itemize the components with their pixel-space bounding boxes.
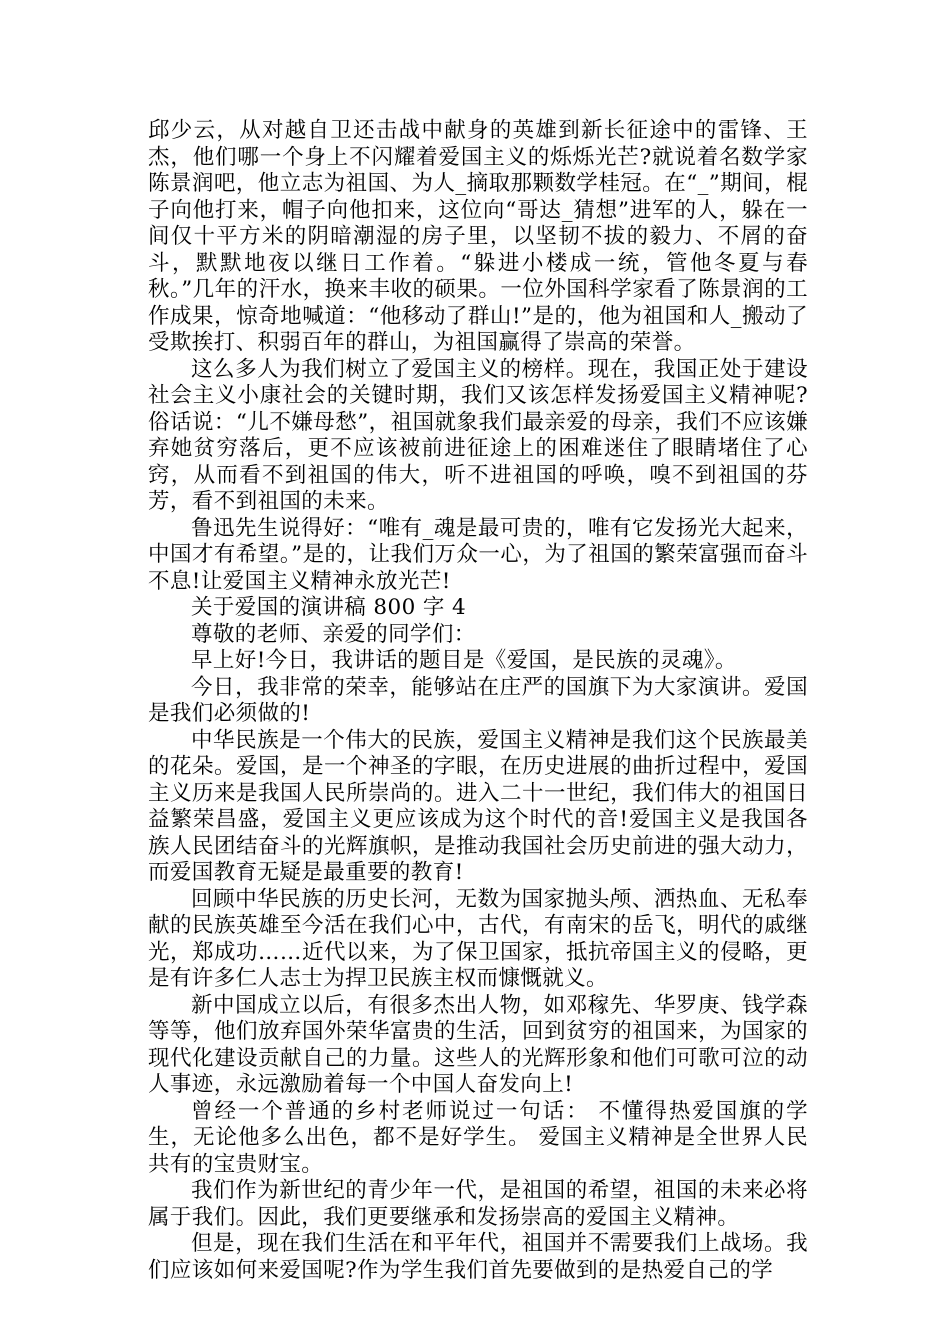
paragraph-10: 新中国成立以后，有很多杰出人物，如邓稼先、华罗庚、钱学森等等，他们放弃国外荣华富贵的生活，回到贫穷的祖国来，为国家的现代化建设贡献自己的力量。这些人的光辉形象和他们可歌可泣的动人事迹，永远激励着每一个中国人奋发向上! [148,992,808,1097]
paragraph-8: 中华民族是一个伟大的民族，爱国主义精神是我们这个民族最美的花朵。爱国，是一个神圣的字眼，在历史进展的曲折过程中，爱国主义历来是我国人民所崇尚的。进入二十一世纪，我们伟大的祖国日益繁荣昌盛，爱国主义更应该成为这个时代的音!爱国主义是我国各族人民团结奋斗的光辉旗帜，是推动我国社会历史前进的强大动力，而爱国教育无疑是最重要的教育! [148,727,808,885]
paragraph-11: 曾经一个普通的乡村老师说过一句话： 不懂得热爱国旗的学生，无论他多么出色，都不是好学生。 爱国主义精神是全世界人民共有的宝贵财宝。 [148,1098,808,1177]
paragraph-1: 邱少云，从对越自卫还击战中献身的英雄到新长征途中的雷锋、王杰，他们哪一个身上不闪耀着爱国主义的烁烁光芒?就说着名数学家陈景润吧，他立志为祖国、为人_摘取那颗数学桂冠。在“_”期间，棍子向他打来，帽子向他扣来，这位向“哥达_猜想”进军的人，躲在一间仅十平方米的阴暗潮湿的房子里，以坚韧不拔的毅力、不屑的奋斗，默默地夜以继日工作着。“躲进小楼成一统，管他冬夏与春秋。”几年的汗水，换来丰收的硕果。一位外国科学家看了陈景润的工作成果，惊奇地喊道：“他移动了群山!”是的，他为祖国和人_搬动了受欺挨打、积弱百年的群山，为祖国赢得了崇高的荣誉。 [148,118,808,355]
document-page [148,118,808,1284]
paragraph-7: 今日，我非常的荣幸，能够站在庄严的国旗下为大家演讲。爱国是我们必须做的! [148,674,808,726]
paragraph-3: 鲁迅先生说得好：“唯有_魂是最可贵的，唯有它发扬光大起来，中国才有希望。”是的，让我们万众一心，为了祖国的繁荣富强而奋斗不息!让爱国主义精神永放光芒! [148,515,808,594]
paragraph-12: 我们作为新世纪的青少年一代，是祖国的希望，祖国的未来必将属于我们。因此，我们更要继承和发扬崇高的爱国主义精神。 [148,1178,808,1230]
paragraph-9: 回顾中华民族的历史长河，无数为国家抛头颅、洒热血、无私奉献的民族英雄至今活在我们心中，古代，有南宋的岳飞，明代的戚继光，郑成功……近代以来，为了保卫国家，抵抗帝国主义的侵略，更是有许多仁人志士为捍卫民族主权而慷慨就义。 [148,886,808,991]
paragraph-2: 这么多人为我们树立了爱国主义的榜样。现在，我国正处于建设社会主义小康社会的关键时期，我们又该怎样发扬爱国主义精神呢?俗话说：“儿不嫌母愁”，祖国就象我们最亲爱的母亲，我们不应该嫌弃她贫穷落后，更不应该被前进征途上的困难迷住了眼睛堵住了心窍，从而看不到祖国的伟大，听不进祖国的呼唤，嗅不到祖国的芬芳，看不到祖国的未来。 [148,356,808,514]
paragraph-13: 但是，现在我们生活在和平年代，祖国并不需要我们上战场。我们应该如何来爱国呢?作为学生我们首先要做到的是热爱自己的学 [148,1231,808,1283]
section-title: 关于爱国的演讲稿 800 字 4 [191,595,467,620]
greeting: 早上好!今日，我讲话的题目是《爱国，是民族的灵魂》。 [191,648,737,673]
salutation: 尊敬的老师、亲爱的同学们： [191,621,476,647]
